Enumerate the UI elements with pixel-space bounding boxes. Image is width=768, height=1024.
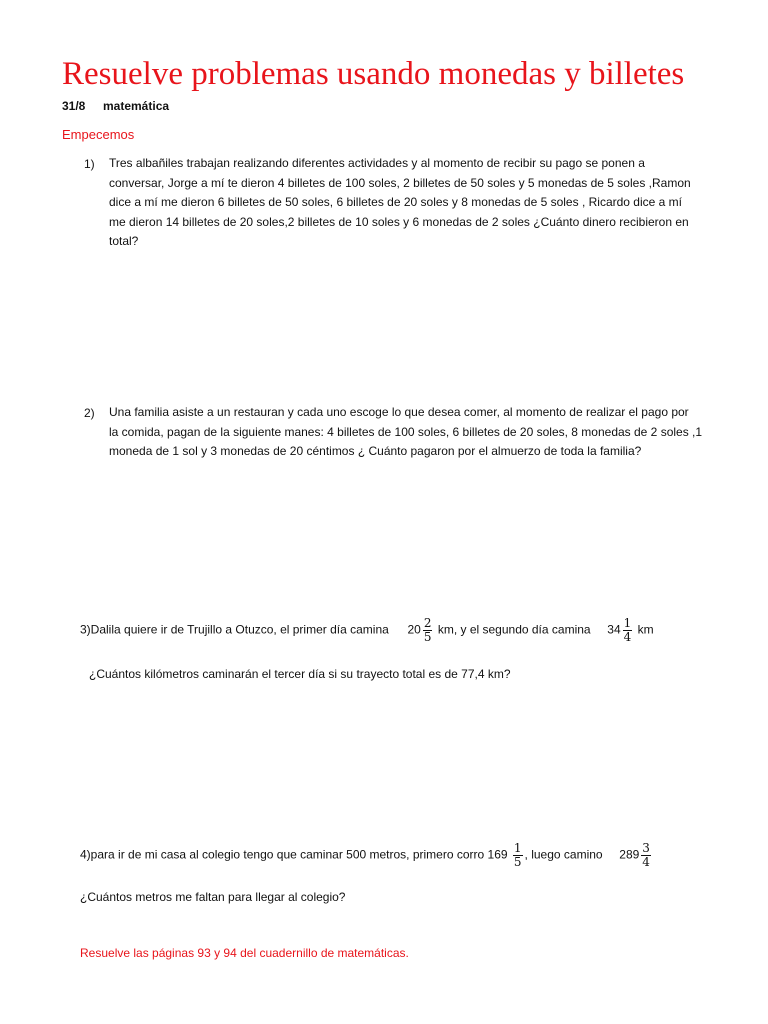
problem-2-text xyxy=(109,403,719,462)
problem-1-number: 1) xyxy=(84,157,95,171)
problem-4-statement xyxy=(80,842,653,869)
problem-1-line: total? xyxy=(109,234,139,248)
problem-3-question: ¿Cuántos kilómetros caminarán el tercer día si su trayecto total es de 77,4 km? xyxy=(89,667,511,681)
mixed-number-whole: 34 xyxy=(607,622,621,637)
problem-2-line: Una familia asiste a un restauran y cada uno escoge lo que desea comer, al momento de realizar el pago por xyxy=(109,405,689,419)
problem-4-text-a: 4)para ir de mi casa al colegio tengo que caminar 500 metros, primero corro 169 xyxy=(80,847,508,862)
problem-1-line: conversar, Jorge a mí te dieron 4 billetes de 100 soles, 2 billetes de 50 soles y 5 monedas de 5 soles ,Ramon xyxy=(109,175,691,190)
fraction: $\frac{1}{5}$ xyxy=(513,841,522,869)
problem-2-line: moneda de 1 sol y 3 monedas de 20 céntimos ¿ Cuánto pagaron por el almuerzo de toda la familia? xyxy=(109,444,642,458)
problem-3-statement xyxy=(80,617,654,644)
section-heading: Empecemos xyxy=(62,127,135,142)
problem-4-question: ¿Cuántos metros me faltan para llegar al colegio? xyxy=(80,890,346,904)
footer-instruction: Resuelve las páginas 93 y 94 del cuadernillo de matemáticas. xyxy=(80,946,409,960)
mixed-number-whole: 20 xyxy=(407,622,421,637)
mixed-number-whole: 289 xyxy=(619,847,640,862)
problem-3-text-c: km xyxy=(637,622,654,637)
problem-2-line: la comida, pagan de la siguiente manes: 4 billetes de 100 soles, 6 billetes de 20 soles, 8 monedas de 2 soles ,1 xyxy=(109,424,703,439)
problem-1-text xyxy=(109,154,719,252)
fraction: $\frac{1}{4}$ xyxy=(623,616,632,644)
problem-4-text-b: , luego camino xyxy=(524,847,603,862)
problem-2-number: 2) xyxy=(84,406,95,420)
subject-label: matemática xyxy=(103,99,170,113)
date-label: 31/8 xyxy=(62,99,86,113)
fraction: $\frac{3}{4}$ xyxy=(642,841,650,869)
problem-3-text-b: km, y el segundo día camina xyxy=(437,622,591,637)
problem-1-line: dice a mí me dieron 6 billetes de 50 soles, 6 billetes de 20 soles y 8 monedas de 5 soles , Ricardo dice a mí xyxy=(109,195,682,209)
fraction: $\frac{2}{5}$ xyxy=(423,616,432,644)
problem-1-line: me dieron 14 billetes de 20 soles,2 billetes de 10 soles y 6 monedas de 2 soles ¿Cuánto dinero recibieron en xyxy=(109,214,689,229)
page-title: Resuelve problemas usando monedas y billetes xyxy=(62,56,685,92)
problem-3-text-a: 3)Dalila quiere ir de Trujillo a Otuzco, el primer día camina xyxy=(80,622,389,637)
problem-1-line: Tres albañiles trabajan realizando diferentes actividades y al momento de recibir su pago se ponen a xyxy=(109,156,645,170)
